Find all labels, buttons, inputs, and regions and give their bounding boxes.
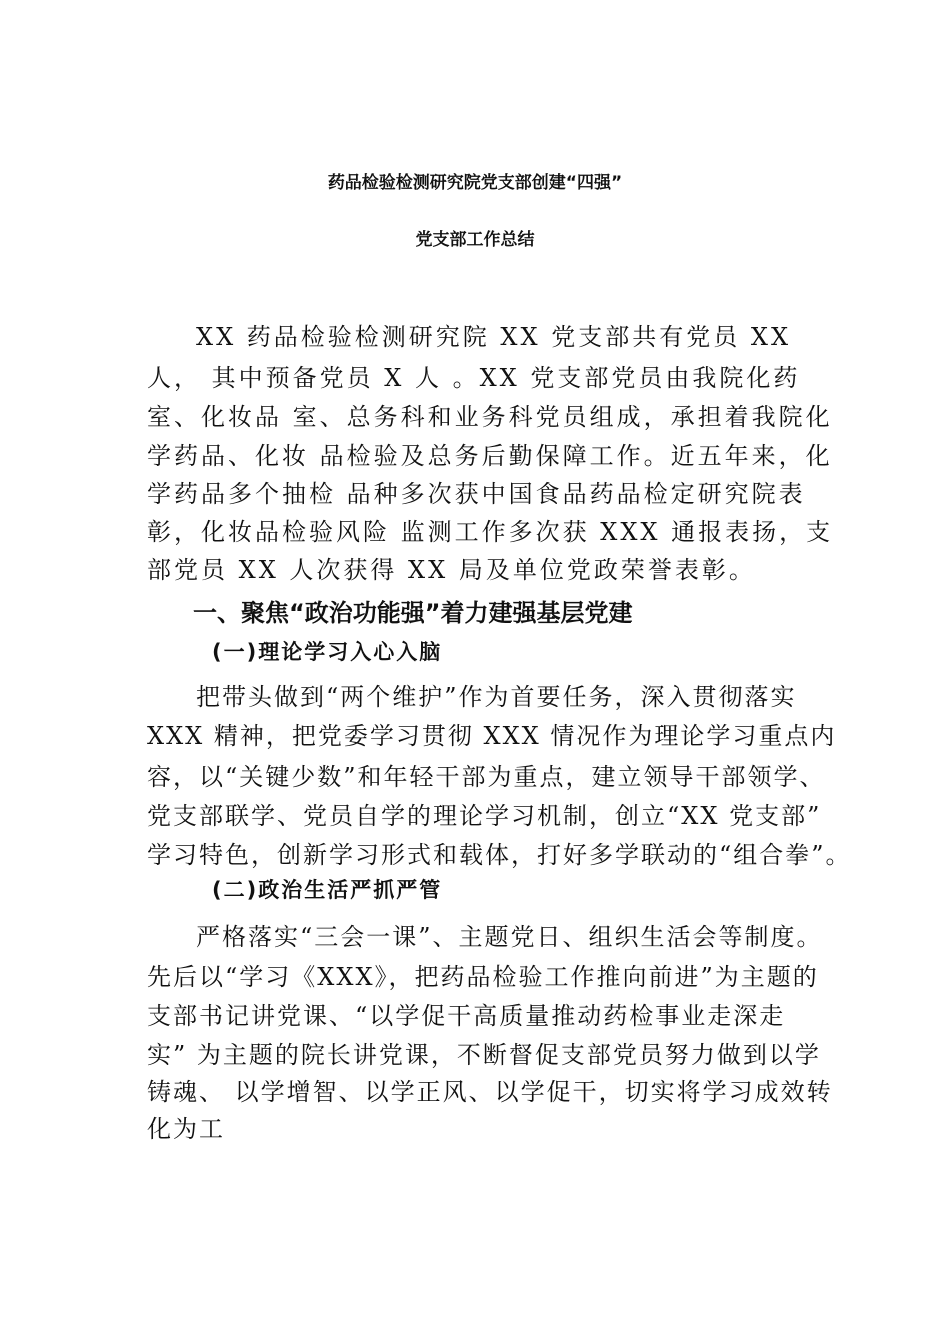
document-title-line-2: 党支部工作总结 — [415, 230, 535, 250]
sub2-line-2: 先后以“学习《XXX》，把药品检验工作推向前进”为主题的 — [147, 963, 819, 991]
intro-line-2: 人， 其中预备党员 X 人 。XX 党支部党员由我院化药 — [147, 364, 801, 392]
intro-line-5: 学药品多个抽检 品种多次获中国食品药品检定研究院表 — [147, 480, 806, 508]
subsection-2-heading: (二)政治生活严抓严管 — [212, 878, 443, 902]
sub2-line-1: 严格落实“三会一课”、主题党日、组织生活会等制度。 — [196, 923, 823, 951]
sub2-line-3: 支部书记讲党课、“以学促干高质量推动药检事业走深走 — [147, 1002, 786, 1030]
intro-line-3: 室、化妆品 室、总务科和业务科党员组成，承担着我院化 — [147, 403, 833, 431]
sub2-line-4: 实” 为主题的院长讲党课，不断督促支部党员努力做到以学 — [147, 1041, 821, 1069]
subsection-1-heading: (一)理论学习入心入脑 — [212, 640, 443, 664]
sub1-line-2: XXX 精神，把党委学习贯彻 XXX 情况作为理论学习重点内 — [147, 722, 837, 750]
section-1-heading: 一、聚焦“政治功能强”着力建强基层党建 — [193, 599, 633, 627]
intro-line-4: 学药品、化妆 品检验及总务后勤保障工作。近五年来，化 — [147, 442, 833, 470]
sub2-line-6: 化为工 — [147, 1115, 225, 1143]
sub1-line-3: 容，以“关键少数”和年轻干部为重点，建立领导干部领学、 — [147, 763, 826, 791]
document-title-line-1: 药品检验检测研究院党支部创建“四强” — [327, 173, 623, 193]
intro-line-6: 彰，化妆品检验风险 监测工作多次获 XXX 通报表扬，支 — [147, 518, 834, 546]
sub2-line-5: 铸魂、 以学增智、以学正风、以学促干，切实将学习成效转 — [147, 1078, 833, 1106]
intro-line-1: XX 药品检验检测研究院 XX 党支部共有党员 XX — [196, 323, 792, 351]
sub1-line-4: 党支部联学、党员自学的理论学习机制，创立“XX 党支部” — [147, 802, 822, 830]
sub1-line-5: 学习特色，创新学习形式和载体，打好多学联动的“组合拳”。 — [147, 841, 852, 869]
intro-line-7: 部党员 XX 人次获得 XX 局及单位党政荣誉表彰。 — [147, 556, 756, 584]
sub1-line-1: 把带头做到“两个维护”作为首要任务，深入贯彻落实 — [196, 683, 797, 711]
